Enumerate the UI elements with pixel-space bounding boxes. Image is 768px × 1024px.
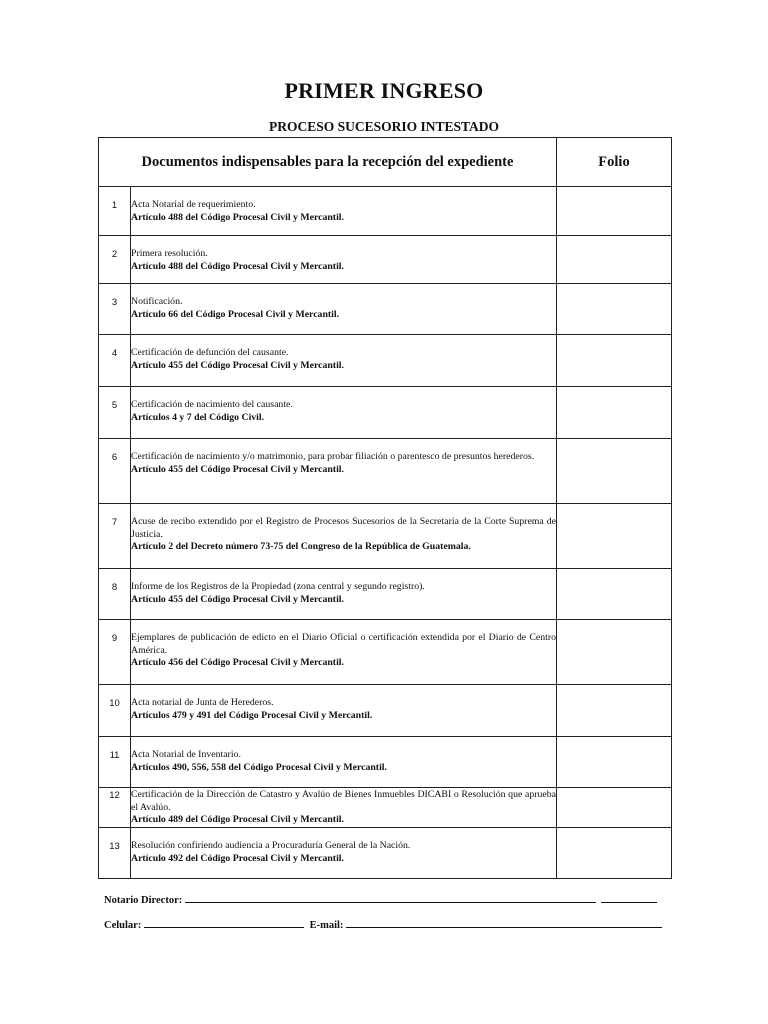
folio-cell[interactable] [557, 685, 672, 737]
email-field[interactable] [346, 917, 662, 928]
legal-reference: Artículo 2 del Decreto número 73-75 del Congreso de la República de Guatemala. [131, 541, 471, 553]
table-row [99, 620, 672, 685]
notario-director-extra-field[interactable] [601, 892, 657, 903]
table-row [99, 737, 672, 788]
legal-reference: Artículo 455 del Código Procesal Civil y Mercantil. [131, 463, 344, 475]
row-number: 13 [99, 828, 131, 879]
row-number: 11 [99, 737, 131, 788]
legal-reference: Artículo 488 del Código Procesal Civil y Mercantil. [131, 260, 344, 272]
header-documents: Documentos indispensables para la recepción del expediente [99, 138, 557, 187]
folio-cell[interactable] [557, 284, 672, 335]
row-number: 5 [99, 387, 131, 439]
table-row [99, 284, 672, 335]
legal-reference: Artículo 489 del Código Procesal Civil y Mercantil. [131, 814, 344, 826]
legal-reference: Artículos 4 y 7 del Código Civil. [131, 411, 265, 423]
table-row [99, 504, 672, 569]
row-number: 3 [99, 284, 131, 335]
notario-director-line [104, 892, 657, 906]
document-description: Notificación. [131, 296, 183, 307]
document-description: Certificación de nacimiento y/o matrimonio, para probar filiación o parentesco de presuntos herederos. [131, 451, 535, 462]
document-description: Certificación de la Dirección de Catastro y Avalúo de Bienes Inmuebles DICABI o Resolución que aprueba el Avalúo. [131, 789, 556, 813]
table-row [99, 387, 672, 439]
document-description: Acuse de recibo extendido por el Registro de Procesos Sucesorios de la Secretaría de la Corte Suprema de Justicia. [131, 516, 556, 540]
table-row [99, 685, 672, 737]
notario-director-field[interactable] [185, 892, 596, 903]
legal-reference: Artículo 456 del Código Procesal Civil y Mercantil. [131, 657, 344, 669]
row-document [131, 439, 557, 504]
table-row [99, 788, 672, 828]
header-folio: Folio [557, 138, 672, 187]
contact-line [104, 917, 662, 931]
row-number: 9 [99, 620, 131, 685]
documents-table [98, 137, 672, 879]
table-row [99, 828, 672, 879]
row-number: 8 [99, 569, 131, 620]
notario-director-label: Notario Director: [104, 895, 183, 906]
row-number: 2 [99, 236, 131, 284]
folio-cell[interactable] [557, 828, 672, 879]
table-row [99, 236, 672, 284]
row-document [131, 387, 557, 439]
folio-cell[interactable] [557, 620, 672, 685]
row-document [131, 284, 557, 335]
row-number: 4 [99, 335, 131, 387]
document-description: Acta notarial de Junta de Herederos. [131, 697, 274, 708]
legal-reference: Artículo 492 del Código Procesal Civil y Mercantil. [131, 852, 344, 864]
row-number: 1 [99, 187, 131, 236]
legal-reference: Artículos 490, 556, 558 del Código Procesal Civil y Mercantil. [131, 761, 387, 773]
document-description: Primera resolución. [131, 248, 208, 259]
legal-reference: Artículo 455 del Código Procesal Civil y Mercantil. [131, 359, 344, 371]
row-document [131, 685, 557, 737]
document-description: Resolución confiriendo audiencia a Procuraduría General de la Nación. [131, 840, 411, 851]
folio-cell[interactable] [557, 187, 672, 236]
row-number: 10 [99, 685, 131, 737]
table-row [99, 335, 672, 387]
folio-cell[interactable] [557, 387, 672, 439]
row-document [131, 187, 557, 236]
page-subtitle: PROCESO SUCESORIO INTESTADO [268, 119, 500, 134]
folio-cell[interactable] [557, 236, 672, 284]
legal-reference: Artículo 455 del Código Procesal Civil y Mercantil. [131, 593, 344, 605]
document-description: Certificación de nacimiento del causante. [131, 399, 293, 410]
table-row [99, 187, 672, 236]
table-header-row [99, 138, 672, 187]
legal-reference: Artículo 488 del Código Procesal Civil y Mercantil. [131, 211, 344, 223]
row-document [131, 620, 557, 685]
row-document [131, 737, 557, 788]
table-row [99, 569, 672, 620]
legal-reference: Artículo 66 del Código Procesal Civil y Mercantil. [131, 308, 340, 320]
folio-cell[interactable] [557, 439, 672, 504]
row-document [131, 569, 557, 620]
row-document [131, 828, 557, 879]
document-description: Certificación de defunción del causante. [131, 347, 289, 358]
row-document [131, 504, 557, 569]
table-body [99, 187, 672, 879]
row-document [131, 788, 557, 828]
folio-cell[interactable] [557, 335, 672, 387]
table-row [99, 439, 672, 504]
folio-cell[interactable] [557, 569, 672, 620]
document-description: Informe de los Registros de la Propiedad (zona central y segundo registro). [131, 581, 425, 592]
folio-cell[interactable] [557, 737, 672, 788]
folio-cell[interactable] [557, 504, 672, 569]
row-number: 6 [99, 439, 131, 504]
document-description: Acta Notarial de Inventario. [131, 749, 241, 760]
document-description: Ejemplares de publicación de edicto en el Diario Oficial o certificación extendida por el Diario de Centro América. [131, 632, 556, 656]
row-number: 7 [99, 504, 131, 569]
page-title: PRIMER INGRESO [284, 78, 484, 103]
celular-field[interactable] [144, 917, 304, 928]
folio-cell[interactable] [557, 788, 672, 828]
document-description: Acta Notarial de requerimiento. [131, 199, 256, 210]
row-number: 12 [99, 788, 131, 828]
celular-label: Celular: [104, 920, 142, 931]
row-document [131, 236, 557, 284]
legal-reference: Artículos 479 y 491 del Código Procesal Civil y Mercantil. [131, 709, 373, 721]
row-document [131, 335, 557, 387]
email-label: E-mail: [309, 920, 344, 931]
